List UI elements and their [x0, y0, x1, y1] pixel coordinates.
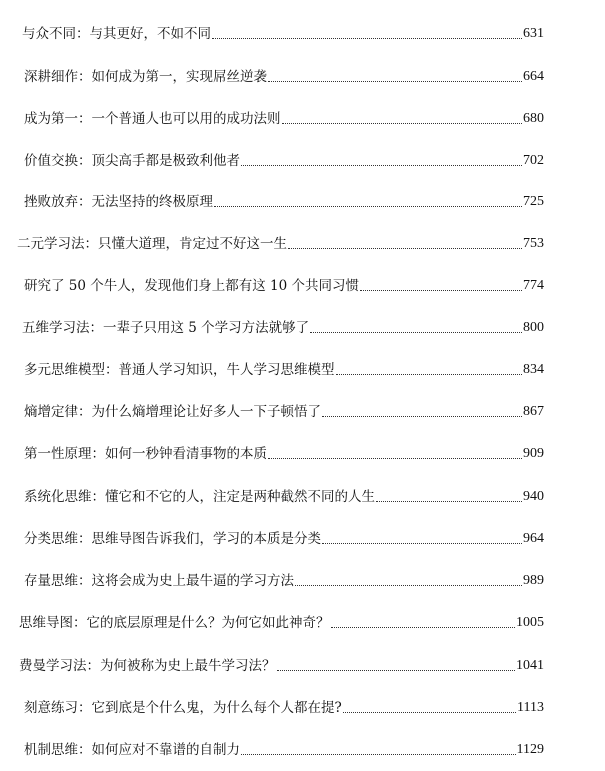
- dot-leader: [376, 501, 522, 502]
- toc-entry-page: 1129: [516, 742, 544, 757]
- toc-entry-page: 964: [523, 531, 544, 546]
- toc-entry-page: 1005: [516, 615, 544, 630]
- toc-entry[interactable]: [0, 354, 605, 378]
- toc-entry[interactable]: [0, 145, 605, 169]
- toc-entry-page: 631: [523, 26, 544, 41]
- dot-leader: [336, 374, 523, 375]
- toc-entry-title: 五维学习法：一辈子只用这 5 个学习方法就够了: [22, 320, 310, 336]
- toc-entry[interactable]: [0, 312, 605, 336]
- toc-entry[interactable]: [0, 270, 605, 294]
- toc-entry-title: 分类思维：思维导图告诉我们，学习的本质是分类: [24, 531, 321, 547]
- toc-entry-title: 多元思维模型：普通人学习知识，牛人学习思维模型: [24, 362, 335, 378]
- toc-entry-page: 664: [523, 69, 544, 84]
- toc-entry[interactable]: [0, 186, 605, 210]
- toc-entry[interactable]: [0, 438, 605, 462]
- toc-entry[interactable]: [0, 396, 605, 420]
- toc-entry[interactable]: [0, 103, 605, 127]
- toc-entry-title: 价值交换：顶尖高手都是极致利他者: [24, 153, 240, 169]
- toc-entry-title: 刻意练习：它到底是个什么鬼，为什么每个人都在提?: [24, 700, 342, 716]
- toc-entry-title: 二元学习法：只懂大道理，肯定过不好这一生: [17, 236, 287, 252]
- dot-leader: [277, 670, 516, 671]
- toc-entry-page: 940: [523, 489, 544, 504]
- toc-entry[interactable]: [0, 523, 605, 547]
- toc-entry[interactable]: [0, 650, 605, 674]
- toc-entry-page: 753: [523, 236, 544, 251]
- dot-leader: [288, 248, 522, 249]
- toc-entry-title: 存量思维：这将会成为史上最牛逼的学习方法: [24, 573, 294, 589]
- toc-entry-title: 深耕细作：如何成为第一，实现屌丝逆袭: [24, 69, 267, 85]
- toc-entry-page: 1113: [517, 700, 544, 715]
- toc-entry[interactable]: [0, 692, 605, 716]
- toc-entry-page: 774: [523, 278, 544, 293]
- toc-entry-title: 挫败放弃：无法坚持的终极原理: [24, 194, 213, 210]
- dot-leader: [212, 38, 522, 39]
- toc-entry-page: 867: [523, 404, 544, 419]
- toc-entry[interactable]: [0, 61, 605, 85]
- dot-leader: [268, 458, 522, 459]
- toc-entry[interactable]: [0, 565, 605, 589]
- toc-entry[interactable]: [0, 607, 605, 631]
- toc-entry-page: 680: [523, 111, 544, 126]
- dot-leader: [322, 543, 522, 544]
- toc-entry-page: 725: [523, 194, 544, 209]
- dot-leader: [214, 206, 522, 207]
- toc-entry-title: 熵增定律：为什么熵增理论让好多人一下子顿悟了: [24, 404, 321, 420]
- dot-leader: [268, 81, 522, 82]
- toc-entry-page: 989: [523, 573, 544, 588]
- toc-entry[interactable]: [0, 734, 605, 758]
- dot-leader: [282, 123, 523, 124]
- dot-leader: [295, 585, 522, 586]
- toc-entry-title: 思维导图：它的底层原理是什么？为何它如此神奇？: [19, 615, 330, 631]
- toc-entry-page: 834: [523, 362, 544, 377]
- toc-entry-title: 成为第一：一个普通人也可以用的成功法则: [24, 111, 281, 127]
- toc-entry-page: 800: [523, 320, 544, 335]
- toc-entry-title: 费曼学习法：为何被称为史上最牛学习法？: [19, 658, 276, 674]
- toc-entry[interactable]: [0, 481, 605, 505]
- toc-entry-page: 909: [523, 446, 544, 461]
- toc-entry-title: 研究了 50 个牛人，发现他们身上都有这 10 个共同习惯: [24, 278, 360, 294]
- toc-entry-title: 与众不同：与其更好，不如不同: [22, 26, 211, 42]
- dot-leader: [331, 627, 516, 628]
- dot-leader: [241, 754, 516, 755]
- toc-entry-title: 机制思维：如何应对不靠谱的自制力: [24, 742, 240, 758]
- toc-entry[interactable]: [0, 18, 605, 42]
- dot-leader: [360, 290, 522, 291]
- dot-leader: [241, 165, 522, 166]
- dot-leader: [310, 332, 522, 333]
- toc-entry-title: 系统化思维：懂它和不它的人，注定是两种截然不同的人生: [24, 489, 375, 505]
- toc-entry[interactable]: [0, 228, 605, 252]
- toc-entry-page: 1041: [516, 658, 544, 673]
- toc-entry-title: 第一性原理：如何一秒钟看清事物的本质: [24, 446, 267, 462]
- toc-entry-page: 702: [523, 153, 544, 168]
- dot-leader: [343, 712, 516, 713]
- dot-leader: [322, 416, 522, 417]
